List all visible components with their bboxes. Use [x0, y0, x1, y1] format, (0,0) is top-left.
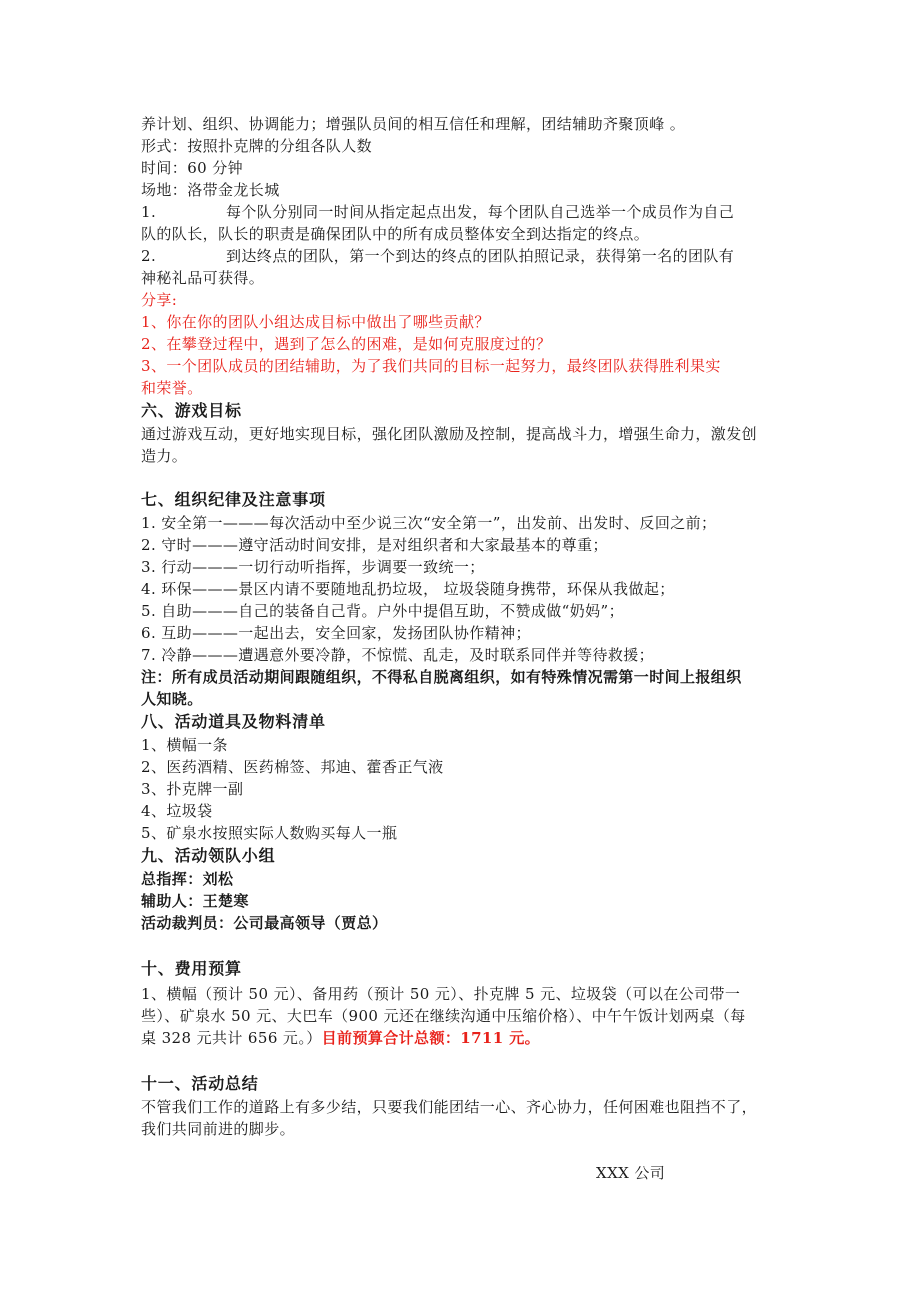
team-leader: 总指挥：刘松 — [141, 870, 234, 888]
budget-text-end — [141, 1027, 540, 1049]
summary-text-continued: 我们共同前进的脚步。 — [141, 1120, 296, 1138]
share-question-2: 2、在攀登过程中，遇到了怎么的困难，是如何克服度过的？ — [141, 335, 552, 353]
section-6-heading: 六、游戏目标 — [141, 401, 242, 420]
rule-1-line — [141, 201, 734, 223]
section-10-heading: 十、费用预算 — [141, 959, 242, 978]
venue-line: 场地：洛带金龙长城 — [141, 181, 280, 199]
share-question-3-continued: 和荣誉。 — [141, 379, 203, 397]
section-8-heading: 八、活动道具及物料清单 — [141, 712, 326, 731]
discipline-item: 5. 自助———自己的装备自己背。户外中提倡互助，不赞成做“奶妈”； — [141, 602, 625, 620]
budget-total: 目前预算合计总额：1711 元。 — [321, 1029, 541, 1047]
material-item: 1、横幅一条 — [141, 736, 228, 754]
share-question-3: 3、一个团队成员的团结辅助，为了我们共同的目标一起努力，最终团队获得胜利果实 — [141, 357, 721, 375]
discipline-item: 6. 互助———一起出去，安全回家，发扬团队协作精神； — [141, 624, 531, 642]
summary-text: 不管我们工作的道路上有多少结，只要我们能团结一心、齐心协力，任何困难也阻挡不了， — [141, 1098, 758, 1116]
section-6-text-continued: 造力。 — [141, 447, 188, 465]
discipline-note: 注：所有成员活动期间跟随组织，不得私自脱离组织，如有特殊情况需第一时间上报组织 — [141, 668, 742, 686]
rule-1-continued: 队的队长，队长的职责是确保团队中的所有成员整体安全到达指定的终点。 — [141, 225, 650, 243]
discipline-note-continued: 人知晓。 — [141, 690, 203, 708]
discipline-item: 2. 守时———遵守活动时间安排，是对组织者和大家最基本的尊重； — [141, 536, 608, 554]
team-judge: 活动裁判员：公司最高领导（贾总） — [141, 914, 388, 932]
company-signature: XXX 公司 — [596, 1164, 666, 1182]
intro-line: 养计划、组织、协调能力；增强队员间的相互信任和理解，团结辅助齐聚顶峰 。 — [141, 115, 686, 133]
material-item: 5、矿泉水按照实际人数购买每人一瓶 — [141, 824, 398, 842]
time-line: 时间：60 分钟 — [141, 159, 244, 177]
rule-2-text: 到达终点的团队，第一个到达的终点的团队拍照记录，获得第一名的团队有 — [226, 247, 735, 265]
budget-text-tail: 桌 328 元共计 656 元。） — [141, 1029, 322, 1047]
budget-text: 1、横幅（预计 50 元）、备用药（预计 50 元）、扑克牌 5 元、垃圾袋（可以在公司带一 — [141, 985, 741, 1003]
share-title: 分享: — [141, 291, 178, 309]
rule-2-continued: 神秘礼品可获得。 — [141, 269, 265, 287]
share-question-1: 1、你在你的团队小组达成目标中做出了哪些贡献？ — [141, 313, 490, 331]
section-6-text: 通过游戏互动，更好地实现目标，强化团队激励及控制，提高战斗力，增强生命力，激发创 — [141, 425, 758, 443]
section-9-heading: 九、活动领队小组 — [141, 846, 276, 865]
discipline-item: 7. 冷静———遭遇意外要冷静，不惊慌、乱走，及时联系同伴并等待救援； — [141, 646, 655, 664]
material-item: 3、扑克牌一副 — [141, 780, 244, 798]
rule-2-line — [141, 245, 734, 267]
budget-text-continued: 些）、矿泉水 50 元、大巴车（900 元还在继续沟通中压缩价格）、中午午饭计划两桌（每 — [141, 1007, 746, 1025]
rule-1-text: 每个队分别同一时间从指定起点出发，每个团队自己选举一个成员作为自己 — [226, 203, 735, 221]
form-line: 形式：按照扑克牌的分组各队人数 — [141, 137, 373, 155]
discipline-item: 1. 安全第一———每次活动中至少说三次“安全第一”，出发前、出发时、反回之前； — [141, 514, 717, 532]
rule-2-number: 2. — [141, 247, 157, 265]
rule-1-number: 1. — [141, 203, 157, 221]
material-item: 2、医药酒精、医药棉签、邦迪、藿香正气液 — [141, 758, 444, 776]
section-11-heading: 十一、活动总结 — [141, 1074, 259, 1093]
team-assistant: 辅助人：王楚寒 — [141, 892, 249, 910]
discipline-item: 4. 环保———景区内请不要随地乱扔垃圾， 垃圾袋随身携带，环保从我做起； — [141, 580, 675, 598]
material-item: 4、垃圾袋 — [141, 802, 213, 820]
section-7-heading: 七、组织纪律及注意事项 — [141, 490, 326, 509]
discipline-item: 3. 行动———一切行动听指挥，步调要一致统一； — [141, 558, 485, 576]
